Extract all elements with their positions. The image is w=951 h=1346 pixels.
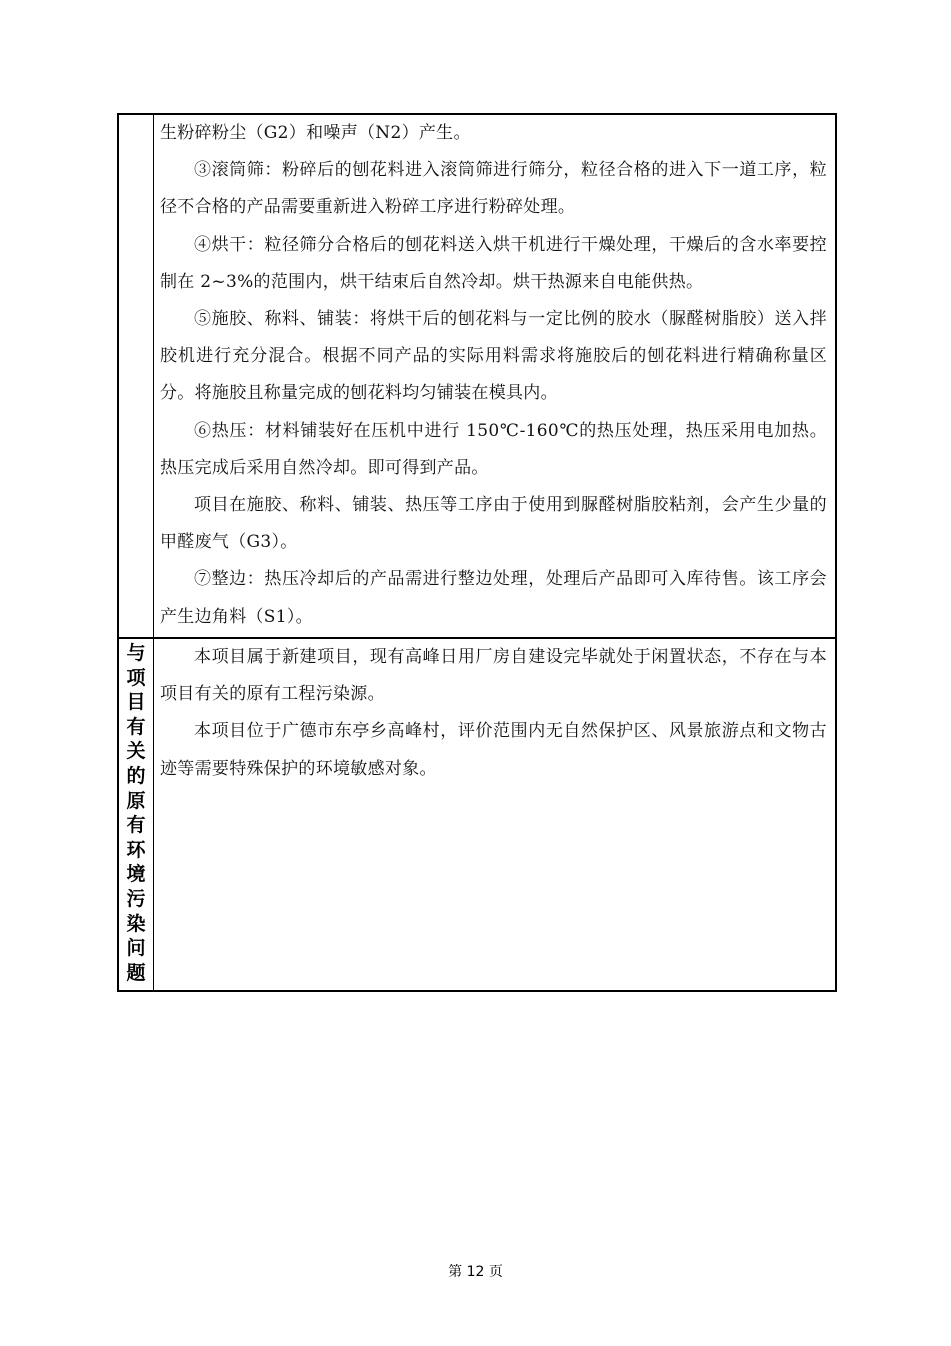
- existing-pollution-row: [119, 639, 835, 990]
- paragraph-new-project-status: 本项目属于新建项目，现有高峰日用厂房自建设完毕就处于闲置状态，不存在与本项目有关的原有工程污染源。: [160, 647, 827, 705]
- label-char: 与: [126, 642, 146, 664]
- label-char: 关: [126, 740, 146, 763]
- paragraph-hot-pressing: ⑥热压：材料铺装好在压机中进行 150℃-160℃的热压处理，热压采用电加热。热压完成后采用自然冷却。即可得到产品。: [160, 420, 827, 478]
- label-char: 原: [126, 789, 146, 812]
- label-char: 题: [126, 961, 146, 984]
- paragraph-location-sensitivity: 本项目位于广德市东亭乡高峰村，评价范围内无自然保护区、风景旅游点和文物古迹等需要特殊保护的环境敏感对象。: [160, 721, 827, 779]
- label-char: 问: [126, 937, 146, 960]
- label-char: 有: [126, 715, 146, 738]
- label-char: 环: [126, 838, 146, 861]
- label-char: 染: [126, 912, 146, 935]
- paragraph-drum-screen: ③滚筒筛：粉碎后的刨花料进入滚筒筛进行筛分，粒径合格的进入下一道工序，粒径不合格的产品需要重新进入粉碎工序进行粉碎处理。: [160, 160, 827, 218]
- label-char: 项: [126, 666, 146, 689]
- paragraph-drying: ④烘干：粒径筛分合格后的刨花料送入烘干机进行干燥处理，干燥后的含水率要控制在 2~3%的范围内，烘干结束后自然冷却。烘干热源来自电能供热。: [160, 234, 827, 292]
- paragraph-edge-trimming: ⑦整边：热压冷却后的产品需进行整边处理，处理后产品即可入库待售。该工序会产生边角料（S1）。: [160, 569, 827, 627]
- label-char: 污: [126, 887, 146, 910]
- process-description-content: [154, 115, 835, 637]
- paragraph-gluing-weighing-paving: ⑤施胶、称料、铺装：将烘干后的刨花料与一定比例的胶水（脲醛树脂胶）送入拌胶机进行充分混合。根据不同产品的实际用料需求将施胶后的刨花料进行精确称量区分。将施胶且称量完成的刨花料均匀铺装在模具内。: [160, 309, 827, 404]
- label-char: 的: [126, 764, 146, 787]
- existing-pollution-label: [119, 639, 154, 990]
- label-char: 境: [126, 863, 146, 886]
- paragraph-formaldehyde-emission: 项目在施胶、称料、铺装、热压等工序由于使用到脲醛树脂胶粘剂，会产生少量的甲醛废气（G3）。: [160, 495, 827, 553]
- existing-pollution-content: [154, 639, 835, 990]
- label-char: 有: [126, 814, 146, 837]
- process-description-row: [119, 115, 835, 639]
- page-number: 第 12 页: [448, 1264, 503, 1280]
- label-char: 目: [126, 691, 146, 714]
- report-table: [117, 113, 837, 992]
- process-description-label-cell: [119, 115, 154, 637]
- paragraph-crushing-dust: 生粉碎粉尘（G2）和噪声（N2）产生。: [160, 123, 471, 143]
